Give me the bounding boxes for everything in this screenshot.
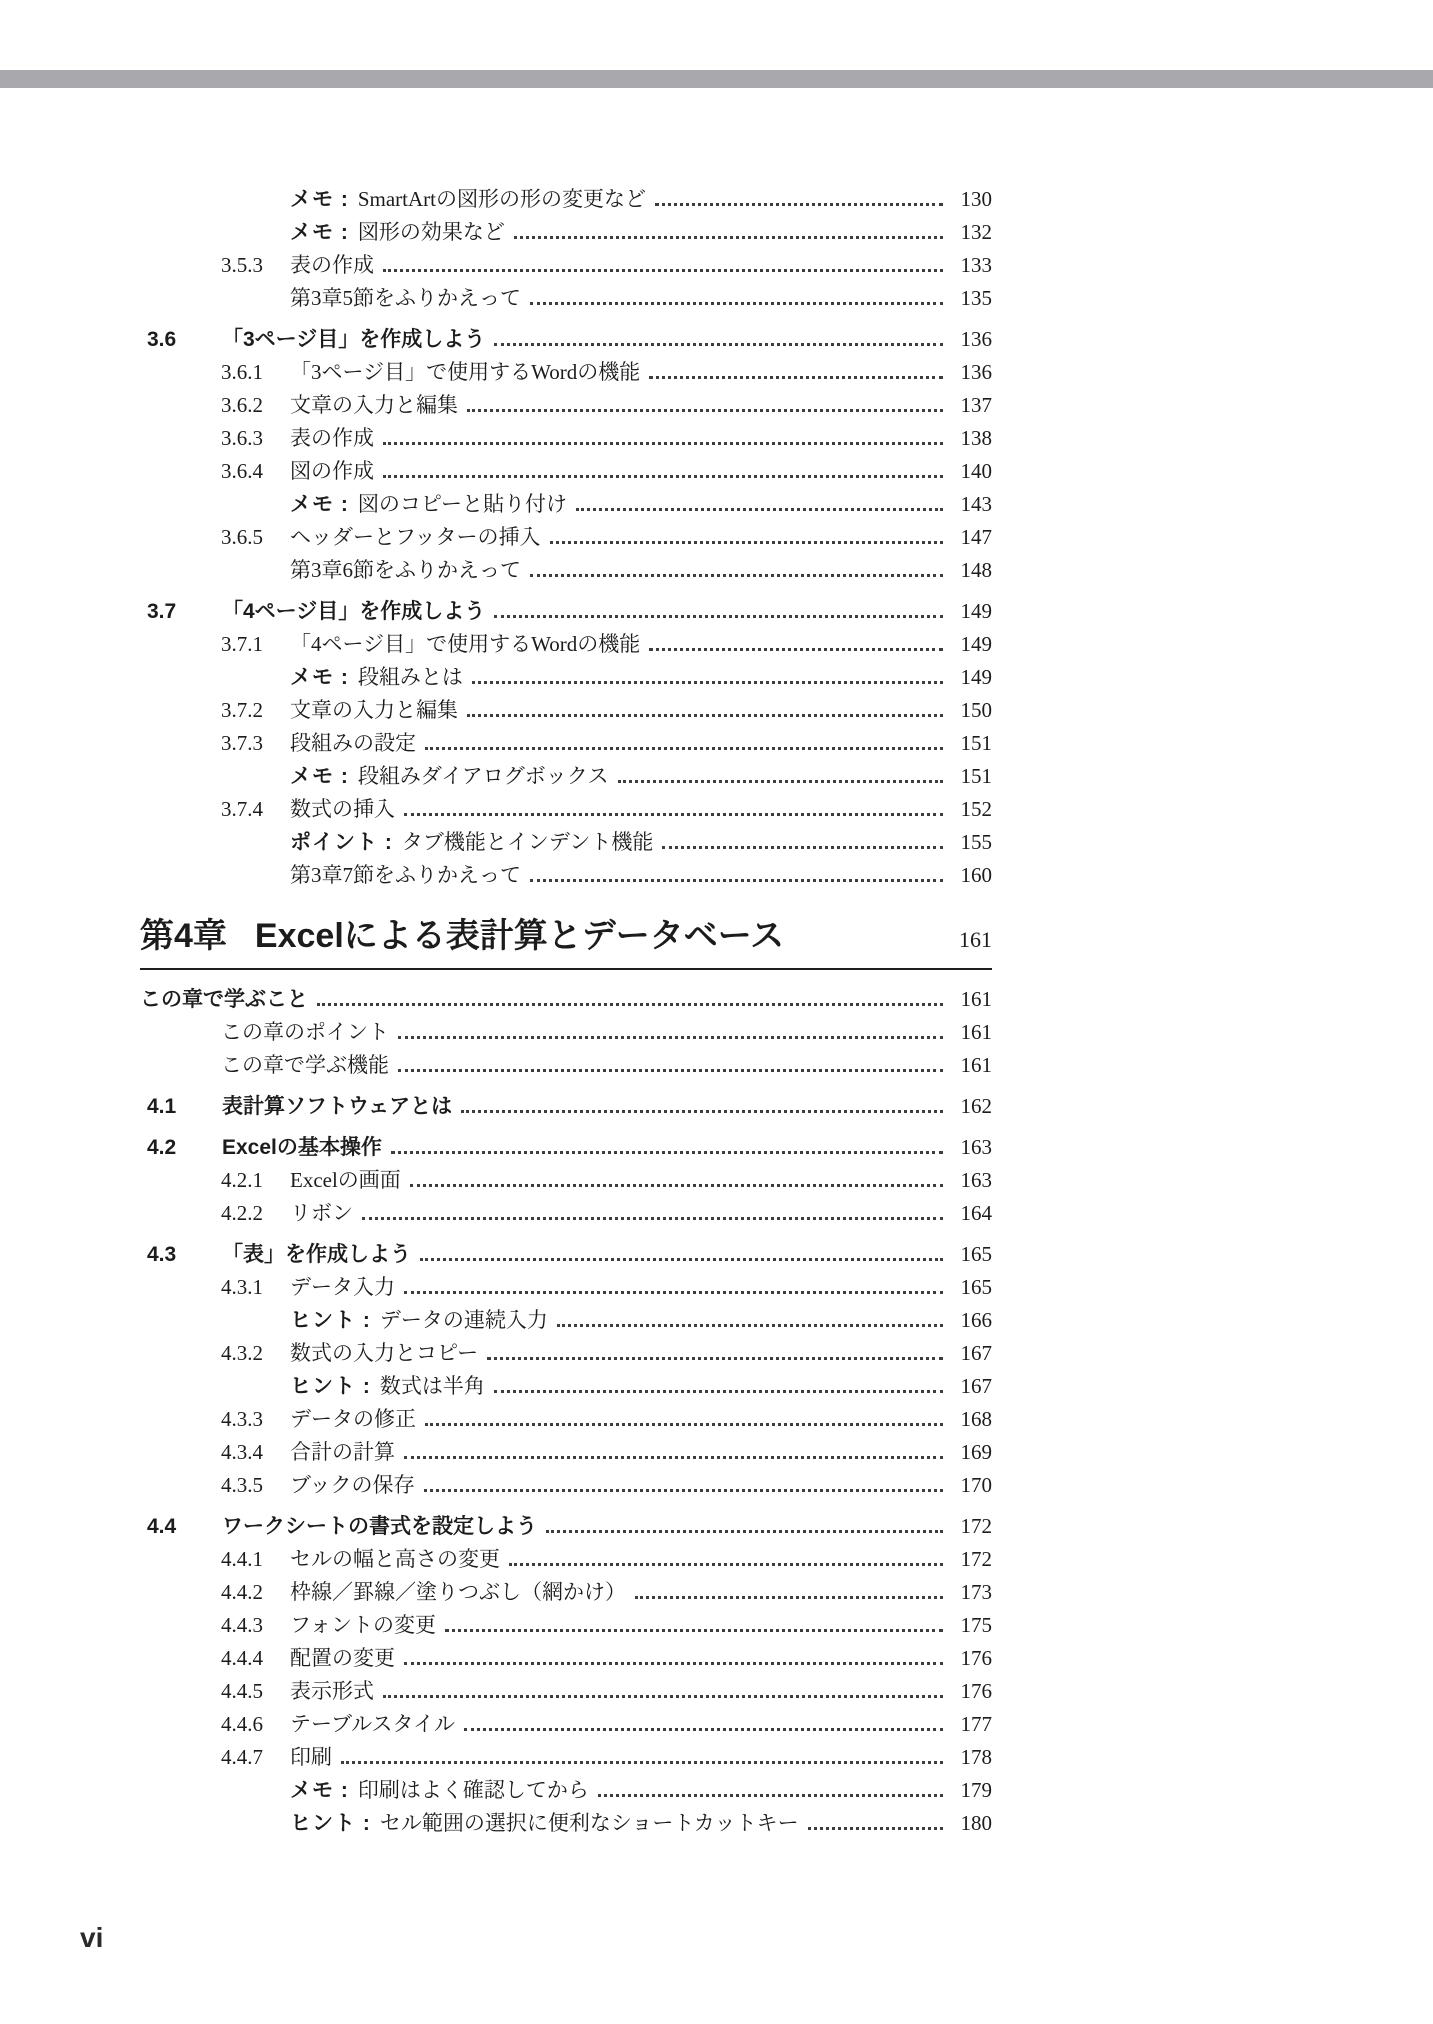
toc-entry-title: セルの幅と高さの変更 <box>290 1547 500 1571</box>
toc-entry <box>140 554 992 587</box>
toc-entry-page: 179 <box>960 1778 992 1802</box>
toc-entry-title: 第3章6節をふりかえって <box>290 558 521 582</box>
dot-leader <box>362 1217 943 1220</box>
toc-entry <box>140 1271 992 1304</box>
toc-entry <box>140 1304 992 1337</box>
dot-leader <box>425 747 943 750</box>
toc-entry-note-label: メモ : <box>290 1779 349 1802</box>
dot-leader <box>808 1827 943 1830</box>
toc-entry-page: 148 <box>960 558 992 582</box>
dot-leader <box>494 343 943 346</box>
toc-entry <box>140 661 992 694</box>
dot-leader <box>509 1563 943 1566</box>
toc-entry-number: 3.6.5 <box>221 525 263 549</box>
dot-leader <box>467 714 943 717</box>
toc-entry <box>140 727 992 760</box>
toc-entry <box>140 1774 992 1807</box>
toc-entry-page: 161 <box>960 1053 992 1077</box>
toc-entry-page: 136 <box>960 327 992 351</box>
toc-entry-number: 4.3 <box>147 1243 177 1266</box>
dot-leader <box>410 1184 943 1187</box>
dot-leader <box>424 1489 943 1492</box>
toc-entry-title: 図形の効果など <box>357 220 505 244</box>
toc-entry <box>140 488 992 521</box>
toc-entry-note-label: メモ : <box>290 221 349 244</box>
toc-entry-page: 168 <box>960 1407 992 1431</box>
toc-entry-number: 3.7.2 <box>221 698 263 722</box>
toc-entry <box>140 760 992 793</box>
toc-entry-page: 147 <box>960 525 992 549</box>
toc-entry <box>140 1675 992 1708</box>
toc-entry <box>140 1370 992 1403</box>
toc-entry-number: 4.1 <box>147 1095 177 1118</box>
toc-entry-note-label: ヒント : <box>290 1375 371 1398</box>
toc-entry-page: 169 <box>960 1440 992 1464</box>
toc-entry-page: 172 <box>960 1514 992 1538</box>
toc-entry-page: 166 <box>960 1308 992 1332</box>
toc-entry <box>140 1090 992 1123</box>
toc-entry-title: 表計算ソフトウェアとは <box>222 1095 453 1118</box>
toc-entry-page: 160 <box>960 863 992 887</box>
toc-entry-number: 4.3.1 <box>221 1275 263 1299</box>
toc-entry-title: 「4ページ目」を作成しよう <box>222 600 486 623</box>
toc-entry-title: 文章の入力と編集 <box>290 393 458 417</box>
toc-entry-page: 138 <box>960 426 992 450</box>
toc-entry <box>140 1543 992 1576</box>
toc-entry-page: 161 <box>960 987 992 1011</box>
dot-leader <box>391 1151 943 1154</box>
dot-leader <box>550 541 943 544</box>
toc-entry-number: 3.7.3 <box>221 731 263 755</box>
top-decoration-bar <box>0 70 1433 88</box>
toc-entry-page: 165 <box>960 1275 992 1299</box>
dot-leader <box>461 1110 943 1113</box>
toc-entry-number: 3.6.2 <box>221 393 263 417</box>
toc-entry-page: 132 <box>960 220 992 244</box>
toc-entry-title: フォントの変更 <box>290 1613 436 1637</box>
toc-entry <box>140 356 992 389</box>
dot-leader <box>546 1530 943 1533</box>
toc-entry <box>140 455 992 488</box>
toc-entry <box>140 793 992 826</box>
chapter-number: 第4章 <box>140 917 227 955</box>
toc-content <box>140 183 992 1840</box>
toc-entry-page: 167 <box>960 1341 992 1365</box>
toc-entry <box>140 595 992 628</box>
toc-entry-title: 段組みの設定 <box>290 731 416 755</box>
toc-entry <box>140 1238 992 1271</box>
dot-leader <box>514 236 943 239</box>
toc-entry-number: 4.3.4 <box>221 1440 263 1464</box>
toc-entry-page: 149 <box>960 665 992 689</box>
toc-entry-number: 4.4 <box>147 1515 177 1538</box>
dot-leader <box>655 203 943 206</box>
toc-entry-page: 143 <box>960 492 992 516</box>
toc-entry <box>140 694 992 727</box>
toc-entry-title: ブックの保存 <box>290 1473 415 1497</box>
toc-entry <box>140 1741 992 1774</box>
toc-entry-page: 167 <box>960 1374 992 1398</box>
toc-entry-number: 4.3.3 <box>221 1407 263 1431</box>
toc-entry-title: 印刷 <box>290 1745 332 1769</box>
toc-entry-page: 163 <box>960 1135 992 1159</box>
toc-entry-title: データの修正 <box>290 1407 416 1431</box>
toc-entry <box>140 282 992 315</box>
toc-entry-page: 176 <box>960 1646 992 1670</box>
dot-leader <box>530 574 943 577</box>
toc-entry <box>140 983 992 1016</box>
toc-entry-title: 合計の計算 <box>290 1440 395 1464</box>
dot-leader <box>576 508 943 511</box>
toc-entry-page: 140 <box>960 459 992 483</box>
toc-chapter4-list <box>140 983 992 1840</box>
dot-leader <box>494 615 943 618</box>
toc-entry <box>140 1131 992 1164</box>
toc-entry-number: 3.6 <box>147 328 177 351</box>
toc-entry-number: 4.2 <box>147 1136 177 1159</box>
toc-entry-note-label: メモ : <box>290 666 349 689</box>
dot-leader <box>398 1069 943 1072</box>
toc-entry-title: 「表」を作成しよう <box>222 1243 411 1266</box>
toc-entry <box>140 183 992 216</box>
toc-entry-title: この章のポイント <box>221 1020 389 1044</box>
toc-entry <box>140 826 992 859</box>
toc-entry-title: 表の作成 <box>290 253 374 277</box>
dot-leader <box>662 846 943 849</box>
dot-leader <box>472 681 943 684</box>
toc-entry-page: 150 <box>960 698 992 722</box>
toc-entry-number: 4.4.6 <box>221 1712 263 1736</box>
toc-entry <box>140 1510 992 1543</box>
toc-entry <box>140 859 992 892</box>
toc-entry-title: 「3ページ目」を作成しよう <box>222 328 486 351</box>
toc-entry <box>140 1197 992 1230</box>
toc-entry-title: 配置の変更 <box>290 1646 395 1670</box>
toc-entry-title: 第3章7節をふりかえって <box>290 863 521 887</box>
toc-entry-number: 4.4.5 <box>221 1679 263 1703</box>
dot-leader <box>618 780 943 783</box>
toc-entry-title: 図のコピーと貼り付け <box>357 492 567 516</box>
toc-entry-title: この章で学ぶこと <box>140 988 308 1011</box>
toc-entry-title: この章で学ぶ機能 <box>221 1053 389 1077</box>
dot-leader <box>420 1258 943 1261</box>
toc-entry <box>140 1016 992 1049</box>
toc-entry <box>140 1708 992 1741</box>
toc-entry-title: ヘッダーとフッターの挿入 <box>290 525 541 549</box>
toc-entry <box>140 323 992 356</box>
toc-entry-note-label: メモ : <box>290 188 349 211</box>
toc-entry-title: データ入力 <box>290 1275 395 1299</box>
toc-entry-title: テーブルスタイル <box>290 1712 456 1736</box>
toc-entry-title: 段組みダイアログボックス <box>357 764 609 788</box>
toc-entry-page: 162 <box>960 1094 992 1118</box>
dot-leader <box>404 1456 943 1459</box>
toc-entry-number: 3.6.3 <box>221 426 263 450</box>
toc-entry <box>140 1436 992 1469</box>
toc-entry-number: 4.2.1 <box>221 1168 263 1192</box>
toc-entry-page: 151 <box>960 731 992 755</box>
toc-entry-page: 172 <box>960 1547 992 1571</box>
toc-entry-page: 161 <box>960 1020 992 1044</box>
toc-entry-page: 177 <box>960 1712 992 1736</box>
toc-entry <box>140 389 992 422</box>
dot-leader <box>317 1003 943 1006</box>
toc-entry-page: 176 <box>960 1679 992 1703</box>
toc-entry-title: 数式の入力とコピー <box>290 1341 479 1365</box>
dot-leader <box>649 648 943 651</box>
dot-leader <box>464 1728 943 1731</box>
toc-entry-note-label: ヒント : <box>290 1309 371 1332</box>
toc-entry-title: リボン <box>290 1201 353 1225</box>
toc-entry-title: データの連続入力 <box>379 1308 548 1332</box>
toc-entry <box>140 1337 992 1370</box>
toc-entry-number: 4.2.2 <box>221 1201 263 1225</box>
toc-entry-number: 4.4.1 <box>221 1547 263 1571</box>
toc-entry-number: 3.6.4 <box>221 459 263 483</box>
toc-chapter3-list <box>140 183 992 892</box>
toc-entry-number: 3.7 <box>147 600 177 623</box>
toc-entry-title: 表の作成 <box>290 426 374 450</box>
toc-entry <box>140 1049 992 1082</box>
toc-entry-title: 表示形式 <box>290 1679 374 1703</box>
toc-entry <box>140 628 992 661</box>
toc-entry-title: ワークシートの書式を設定しよう <box>222 1515 537 1538</box>
toc-entry-title: 第3章5節をふりかえって <box>290 286 521 310</box>
toc-entry-title: 数式は半角 <box>379 1374 485 1398</box>
toc-entry-page: 136 <box>960 360 992 384</box>
toc-entry <box>140 1164 992 1197</box>
toc-entry-title: 「3ページ目」で使用するWordの機能 <box>290 360 641 384</box>
toc-entry-number: 4.4.7 <box>221 1745 263 1769</box>
toc-entry-page: 178 <box>960 1745 992 1769</box>
chapter4-heading <box>140 916 992 970</box>
toc-entry-title: 「4ページ目」で使用するWordの機能 <box>290 632 641 656</box>
toc-entry-title: SmartArtの図形の形の変更など <box>357 187 646 211</box>
dot-leader <box>598 1794 943 1797</box>
toc-entry <box>140 249 992 282</box>
dot-leader <box>398 1036 943 1039</box>
dot-leader <box>487 1357 943 1360</box>
toc-entry-title: セル範囲の選択に便利なショートカットキー <box>379 1811 799 1835</box>
dot-leader <box>530 879 943 882</box>
toc-entry <box>140 1807 992 1840</box>
toc-entry-note-label: メモ : <box>290 493 349 516</box>
dot-leader <box>494 1390 943 1393</box>
dot-leader <box>649 376 943 379</box>
toc-entry-page: 152 <box>960 797 992 821</box>
toc-entry-page: 155 <box>960 830 992 854</box>
toc-entry-number: 4.4.3 <box>221 1613 263 1637</box>
toc-entry-number: 3.6.1 <box>221 360 263 384</box>
dot-leader <box>383 1695 943 1698</box>
chapter-title: Excelによる表計算とデータベース <box>254 917 785 955</box>
toc-entry <box>140 1576 992 1609</box>
toc-entry <box>140 216 992 249</box>
toc-entry-number: 3.5.3 <box>221 253 263 277</box>
dot-leader <box>404 813 943 816</box>
toc-entry-title: タブ機能とインデント機能 <box>401 830 654 854</box>
toc-entry-number: 3.7.1 <box>221 632 263 656</box>
dot-leader <box>383 269 943 272</box>
folio-page-number: vi <box>80 1922 104 1953</box>
toc-entry-number: 4.3.2 <box>221 1341 263 1365</box>
toc-entry-title: 数式の挿入 <box>290 797 395 821</box>
toc-entry <box>140 521 992 554</box>
toc-entry-number: 4.4.4 <box>221 1646 263 1670</box>
toc-entry-note-label: ポイント : <box>290 831 393 854</box>
dot-leader <box>530 302 943 305</box>
toc-entry-page: 151 <box>960 764 992 788</box>
toc-entry-number: 4.3.5 <box>221 1473 263 1497</box>
toc-entry-page: 149 <box>960 599 992 623</box>
chapter-page-number: 161 <box>959 927 992 952</box>
dot-leader <box>445 1629 943 1632</box>
dot-leader <box>557 1324 943 1327</box>
dot-leader <box>425 1423 943 1426</box>
toc-entry-number: 3.7.4 <box>221 797 263 821</box>
toc-entry-number: 4.4.2 <box>221 1580 263 1604</box>
toc-entry <box>140 1642 992 1675</box>
toc-entry <box>140 1469 992 1502</box>
toc-entry-note-label: メモ : <box>290 765 349 788</box>
toc-entry-page: 149 <box>960 632 992 656</box>
dot-leader <box>635 1596 943 1599</box>
toc-entry-page: 163 <box>960 1168 992 1192</box>
toc-entry <box>140 1403 992 1436</box>
dot-leader <box>341 1761 943 1764</box>
toc-entry <box>140 422 992 455</box>
dot-leader <box>467 409 943 412</box>
dot-leader <box>404 1291 943 1294</box>
toc-entry-page: 170 <box>960 1473 992 1497</box>
toc-entry-title: 図の作成 <box>290 459 374 483</box>
toc-entry-page: 164 <box>960 1201 992 1225</box>
toc-entry-title: Excelの基本操作 <box>222 1136 382 1159</box>
dot-leader <box>404 1662 943 1665</box>
toc-entry-page: 165 <box>960 1242 992 1266</box>
toc-entry-title: 枠線／罫線／塗りつぶし（網かけ） <box>290 1580 626 1604</box>
toc-entry <box>140 1609 992 1642</box>
toc-entry-title: Excelの画面 <box>290 1168 401 1192</box>
toc-entry-page: 135 <box>960 286 992 310</box>
toc-entry-title: 印刷はよく確認してから <box>357 1778 589 1802</box>
dot-leader <box>383 475 943 478</box>
toc-entry-title: 文章の入力と編集 <box>290 698 458 722</box>
toc-entry-page: 137 <box>960 393 992 417</box>
toc-entry-page: 173 <box>960 1580 992 1604</box>
dot-leader <box>383 442 943 445</box>
toc-entry-page: 133 <box>960 253 992 277</box>
toc-entry-note-label: ヒント : <box>290 1812 371 1835</box>
toc-entry-page: 130 <box>960 187 992 211</box>
toc-entry-page: 180 <box>960 1811 992 1835</box>
toc-entry-page: 175 <box>960 1613 992 1637</box>
toc-entry-title: 段組みとは <box>357 665 463 689</box>
